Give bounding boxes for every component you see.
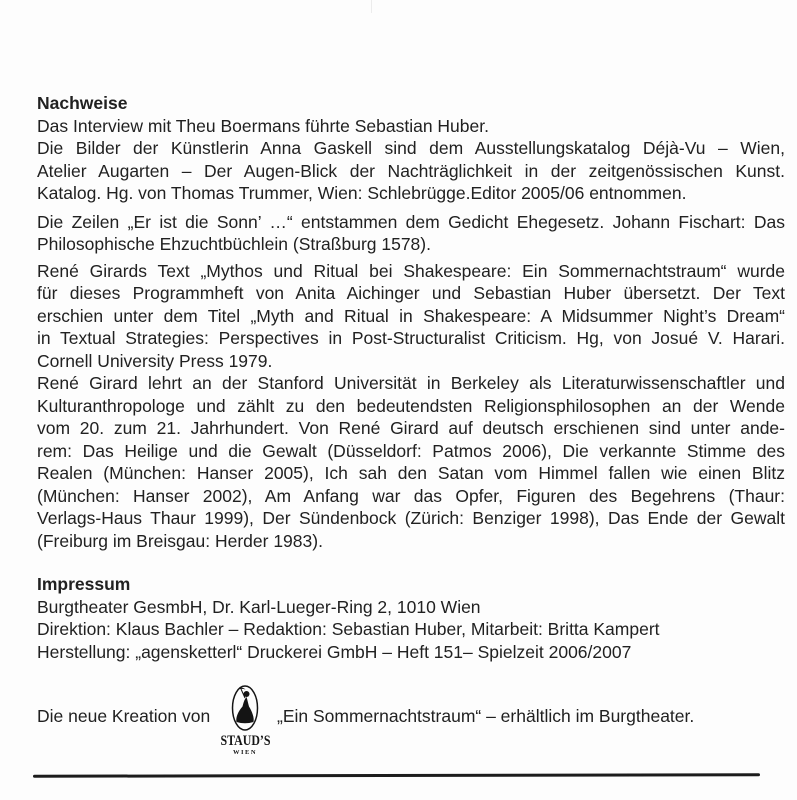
text-line: Philosophische Ehzuchtbüchlein (Straßburg 1578). [37, 234, 431, 254]
text-line: Cornell University Press 1979. [37, 350, 273, 371]
paragraph-girard-text [37, 260, 785, 553]
section-heading-impressum: Impressum [37, 574, 131, 594]
text-line: vom 20. zum 21. Jahrhundert. Von René Girard auf deutsch erschienen sind unter ande- [37, 418, 785, 438]
section-heading-nachweise: Nachweise [37, 93, 128, 113]
text-line: Die Bilder der Künstlerin Anna Gaskell sind dem Ausstellungskatalog Déjà-Vu – Wien, [37, 138, 785, 158]
stauds-logo-city: WIEN [232, 749, 258, 756]
scan-artifact-line [371, 0, 372, 13]
text-line: erschien unter dem Titel „Myth and Ritual in Shakespeare: A Midsummer Night’s Dream“ [37, 305, 785, 326]
impressum-address-line: Burgtheater GesmbH, Dr. Karl-Lueger-Ring 2, 1010 Wien [37, 596, 481, 617]
text-line: René Girard lehrt an der Stanford Universität in Berkeley als Literaturwissenschaftler und [37, 373, 785, 393]
text-line: Verlags-Haus Thaur 1999), Der Sündenbock (Zürich: Benziger 1998), Das Ende der Gewalt [37, 508, 785, 528]
impressum-block [37, 573, 785, 663]
text-line: Das Interview mit Theu Boermans führte Sebastian Huber. [37, 115, 489, 136]
text-line: für dieses Programmheft von Anita Aichinger und Sebastian Huber übersetzt. Der Text [37, 283, 785, 303]
paragraph-poem-source [37, 211, 785, 256]
text-line: Katalog. Hg. von Thomas Trummer, Wien: Schlebrügge.Editor 2005/06 entnommen. [37, 183, 687, 203]
paragraph-sources-images [37, 115, 785, 205]
text-line: rem: Das Heilige und die Gewalt (Düsseldorf: Patmos 2006), Die verkannte Stimme des [37, 440, 785, 461]
stauds-logo-wordmark: STAUD’S [220, 733, 270, 749]
text-line: (Freiburg im Breisgau: Herder 1983). [37, 530, 323, 551]
impressum-production-line: Herstellung: „agensketterl“ Druckerei GmbH – Heft 151– Spielzeit 2006/2007 [37, 641, 632, 662]
text-line: Kulturanthropologe und zählt zu den bedeutendsten Religionsphilosophen an der Wende [37, 395, 785, 416]
text-line: René Girards Text „Mythos und Ritual bei Shakespeare: Ein Sommernachtstraum“ wurde [37, 260, 785, 281]
text-line: (München: Hanser 2002), Am Anfang war das Opfer, Figuren des Begehrens (Thaur: [37, 485, 785, 506]
text-line: Die Zeilen „Er ist die Sonn’ …“ entstammen dem Gedicht Ehegesetz. Johann Fischart: Das [37, 211, 785, 232]
page-content [37, 92, 785, 663]
footer-promo-left-text: Die neue Kreation von [37, 706, 211, 726]
footer-promo-right-text: „Ein Sommernachtstraum“ – erhältlich im Burgtheater. [277, 706, 695, 726]
footer-divider-rule [33, 773, 760, 777]
impressum-staff-line: Direktion: Klaus Bachler – Redaktion: Sebastian Huber, Mitarbeit: Britta Kampert [37, 619, 660, 639]
stauds-lady-silhouette-icon [231, 684, 259, 732]
text-line: Realen (München: Hanser 2005), Ich sah den Satan vom Himmel fallen wie einen Blitz [37, 463, 785, 483]
stauds-logo [216, 684, 274, 757]
text-line: in Textual Strategies: Perspectives in Post-Structuralist Criticism. Hg, von Josué V. Harari. [37, 328, 785, 348]
text-line: Atelier Augarten – Der Augen-Blick der Nachträglichkeit in der zeitgenössischen Kunst. [37, 160, 785, 181]
